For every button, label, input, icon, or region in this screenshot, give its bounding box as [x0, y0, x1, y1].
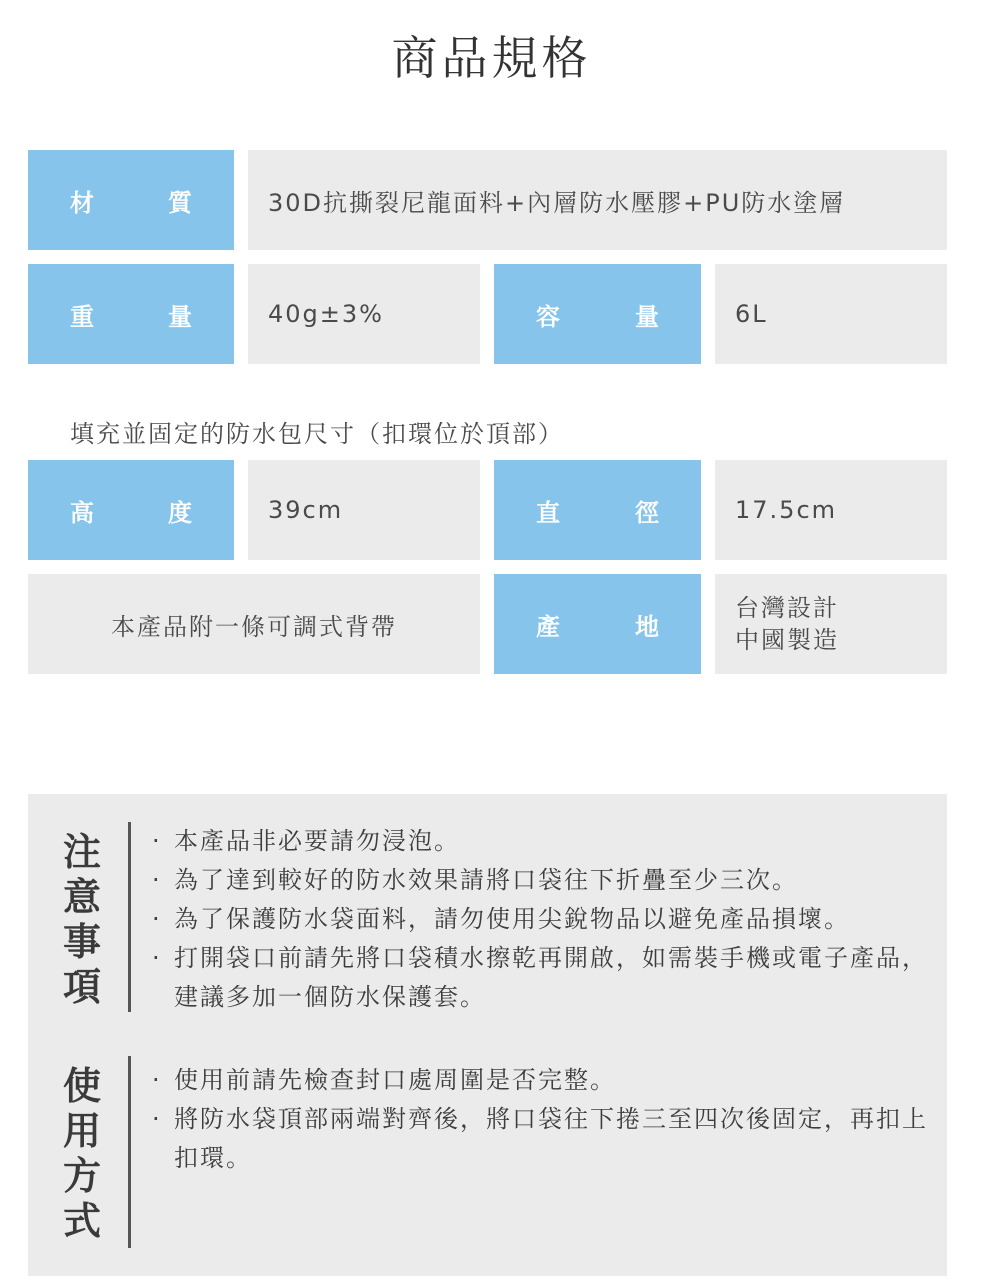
usage-divider	[128, 1056, 131, 1248]
usage-title-char: 式	[62, 1199, 101, 1243]
usage-title	[62, 1064, 102, 1244]
diameter-label	[494, 460, 701, 560]
list-item	[152, 822, 934, 861]
cautions-list	[152, 822, 934, 1017]
height-label	[28, 460, 234, 560]
height-value	[248, 460, 480, 560]
weight-label-char-2: 量	[168, 302, 192, 331]
list-item	[152, 1100, 934, 1178]
origin-label-char-2: 地	[635, 612, 659, 641]
height-value-text: 39cm	[268, 496, 344, 524]
list-item	[152, 1061, 934, 1100]
usage-list	[152, 1061, 934, 1178]
usage-title-char: 方	[62, 1154, 101, 1198]
material-label	[28, 150, 234, 250]
list-item-text: 打開袋口前請先將口袋積水擦乾再開啟，如需裝手機或電子產品，建議多加一個防水保護套。	[174, 944, 928, 1011]
cautions-title-char: 注	[62, 830, 101, 874]
cautions-title-char: 事	[62, 920, 101, 964]
cautions-title-char: 意	[62, 875, 101, 919]
bullet: ·	[152, 905, 162, 933]
weight-value	[248, 264, 480, 364]
height-label-char-1: 高	[70, 498, 94, 527]
weight-value-text: 40g±3%	[268, 300, 384, 328]
strap-note	[28, 574, 480, 674]
list-item-text: 為了達到較好的防水效果請將口袋往下折疊至少三次。	[174, 866, 798, 894]
diameter-label-char-1: 直	[536, 498, 560, 527]
material-value	[248, 150, 947, 250]
cautions-title-char: 項	[62, 965, 101, 1009]
list-item	[152, 939, 934, 1017]
material-label-char-2: 質	[168, 188, 192, 217]
bullet: ·	[152, 1105, 162, 1133]
capacity-value	[715, 264, 947, 364]
capacity-label-char-1: 容	[536, 302, 560, 331]
bullet: ·	[152, 1066, 162, 1094]
list-item-text: 為了保護防水袋面料，請勿使用尖銳物品以避免產品損壞。	[174, 905, 850, 933]
bullet: ·	[152, 827, 162, 855]
strap-note-text: 本產品附一條可調式背帶	[111, 612, 397, 641]
origin-value-line-2: 中國製造	[735, 626, 839, 654]
capacity-label	[494, 264, 701, 364]
origin-value-line-1: 台灣設計	[735, 594, 839, 622]
diameter-value-text: 17.5cm	[735, 496, 838, 524]
capacity-value-text: 6L	[735, 300, 768, 328]
origin-value	[715, 574, 947, 674]
diameter-label-char-2: 徑	[635, 498, 659, 527]
bullet: ·	[152, 866, 162, 894]
list-item-text: 本產品非必要請勿浸泡。	[174, 827, 460, 855]
capacity-label-char-2: 量	[635, 302, 659, 331]
usage-title-char: 使	[62, 1064, 101, 1108]
page-title: 商品規格	[391, 31, 592, 85]
list-item	[152, 900, 934, 939]
bullet: ·	[152, 944, 162, 972]
weight-label-char-1: 重	[70, 302, 94, 331]
list-item-text: 將防水袋頂部兩端對齊後，將口袋往下捲三至四次後固定，再扣上扣環。	[174, 1105, 928, 1172]
list-item-text: 使用前請先檢查封口處周圍是否完整。	[174, 1066, 616, 1094]
list-item	[152, 861, 934, 900]
cautions-title	[62, 830, 102, 1010]
cautions-divider	[128, 822, 131, 1012]
weight-label	[28, 264, 234, 364]
usage-title-char: 用	[62, 1109, 101, 1153]
origin-label	[494, 574, 701, 674]
material-value-text: 30D抗撕裂尼龍面料+內層防水壓膠+PU防水塗層	[268, 188, 846, 217]
notes-panel	[28, 794, 947, 1276]
material-label-char-1: 材	[70, 188, 94, 217]
dimensions-heading: 填充並固定的防水包尺寸（扣環位於頂部）	[70, 420, 564, 448]
height-label-char-2: 度	[168, 498, 192, 527]
diameter-value	[715, 460, 947, 560]
origin-label-char-1: 產	[536, 612, 560, 641]
